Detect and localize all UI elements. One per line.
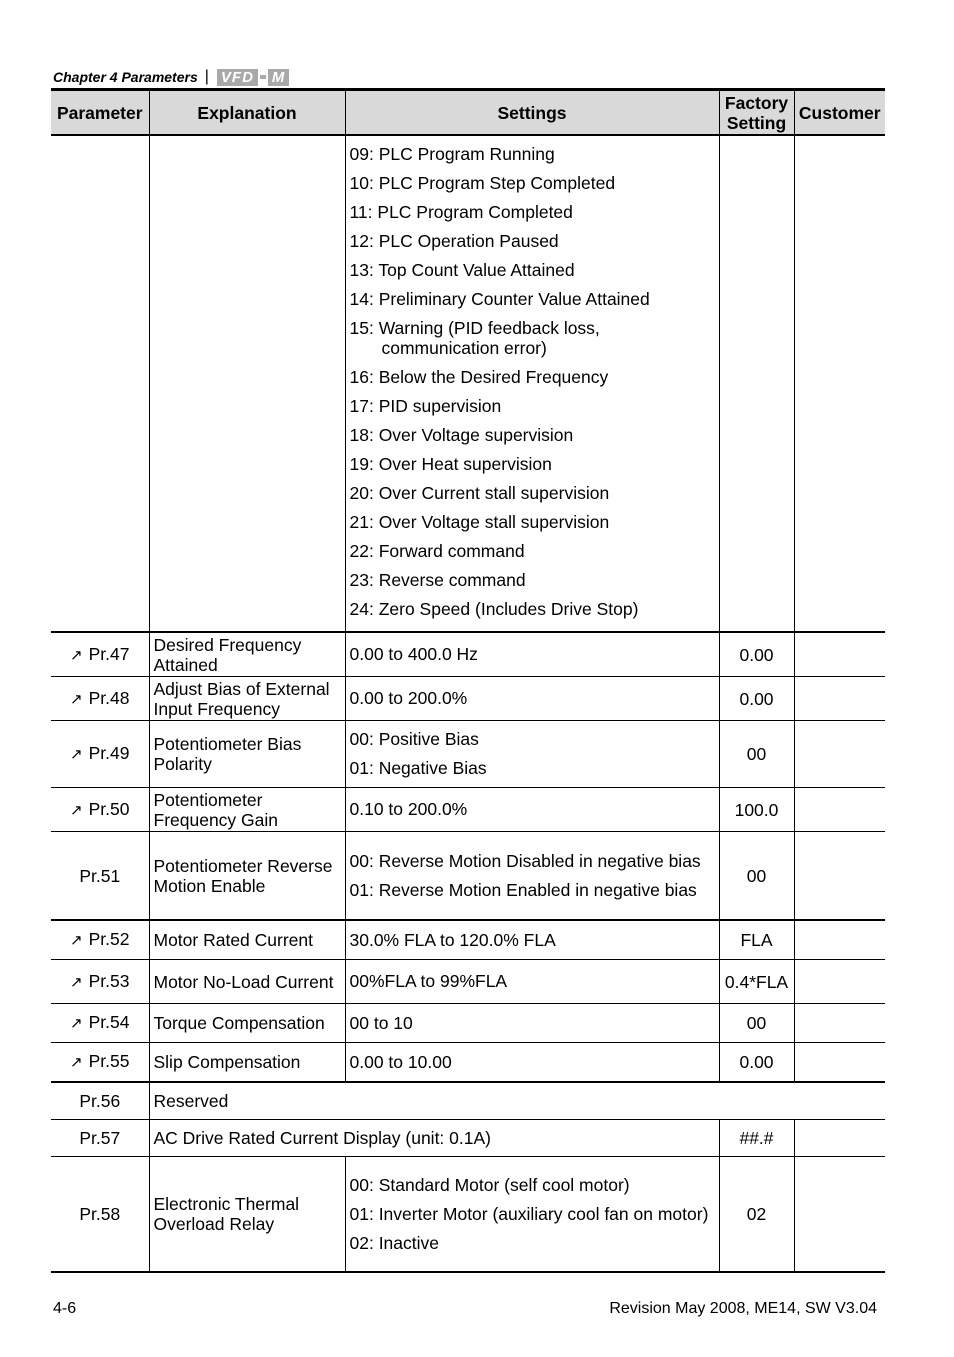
setting-option: 01: Reverse Motion Enabled in negative bias [349,879,697,900]
table-row [51,960,885,1004]
setting-option: 10: PLC Program Step Completed [349,173,616,193]
param-cell [51,135,149,632]
factory-cell: 0.4*FLA [719,960,794,1004]
setting-option: 02: Inactive [349,1232,439,1253]
reserved-cell: Reserved [149,1082,885,1120]
explanation-cell: Torque Compensation [149,1004,345,1043]
table-row [51,1004,885,1043]
param-cell [51,1043,149,1083]
settings-cell [345,1157,719,1273]
customer-cell [794,788,885,832]
param-cell [51,677,149,721]
param-id: Pr.54 [88,1012,130,1032]
setting-option: 00: Reverse Motion Disabled in negative bias [349,850,701,871]
table-header-row [51,90,885,136]
setting-option: 22: Forward command [349,541,525,561]
settings-cell [345,632,719,677]
parameter-table [51,88,885,1273]
setting-option: 19: Over Heat supervision [349,454,552,474]
setting-option: 00 to 10 [349,1012,413,1033]
editable-during-run-icon: ↗ [70,746,83,763]
factory-cell: FLA [719,920,794,960]
col-header-customer: Customer [794,90,885,136]
customer-cell [794,135,885,632]
factory-cell: 0.00 [719,1043,794,1083]
factory-cell: 0.00 [719,677,794,721]
param-id: Pr.51 [79,865,121,886]
setting-option: 0.00 to 200.0% [349,688,468,708]
setting-option: 0.00 to 400.0 Hz [349,644,478,664]
setting-option: 23: Reverse command [349,570,526,590]
setting-option: 24: Zero Speed (Includes Drive Stop) [349,599,639,619]
table-row [51,677,885,721]
table-row [51,920,885,960]
customer-cell [794,960,885,1004]
param-cell [51,960,149,1004]
settings-cell [345,832,719,921]
setting-option: 21: Over Voltage stall supervision [349,512,610,532]
editable-during-run-icon: ↗ [70,1054,83,1071]
setting-option: 14: Preliminary Counter Value Attained [349,289,650,309]
explanation-cell: AC Drive Rated Current Display (unit: 0.1A) [149,1120,719,1157]
setting-option: 18: Over Voltage supervision [349,425,574,445]
factory-cell: 00 [719,721,794,788]
col-header-settings: Settings [345,90,719,136]
customer-cell [794,632,885,677]
setting-option: 17: PID supervision [349,396,502,416]
param-cell [51,920,149,960]
col-header-parameter: Parameter [51,90,149,136]
factory-cell: 0.00 [719,632,794,677]
editable-during-run-icon: ↗ [70,690,83,708]
explanation-cell: Desired Frequency Attained [149,632,345,677]
setting-option: 20: Over Current stall supervision [349,483,610,503]
settings-cell [345,721,719,788]
customer-cell [794,1004,885,1043]
settings-cell [345,960,719,1004]
settings-cell [345,920,719,960]
revision-info: Revision May 2008, ME14, SW V3.04 [609,1300,877,1317]
setting-option: 0.10 to 200.0% [349,799,468,819]
table-row-pr57 [51,1120,885,1157]
setting-option: 16: Below the Desired Frequency [349,367,609,387]
editable-during-run-icon: ↗ [70,1015,83,1032]
settings-cell [345,1004,719,1043]
setting-option: 00: Standard Motor (self cool motor) [349,1174,630,1195]
explanation-cell: Motor No-Load Current [149,960,345,1004]
factory-cell: 00 [719,832,794,921]
table-row [51,788,885,832]
customer-cell [794,1157,885,1273]
setting-option: 13: Top Count Value Attained [349,260,575,280]
table-row-pr56 [51,1082,885,1120]
editable-during-run-icon: ↗ [70,932,83,949]
param-cell [51,721,149,788]
customer-cell [794,721,885,788]
explanation-cell [149,135,345,632]
table-row [51,632,885,677]
col-header-explanation: Explanation [149,90,345,136]
customer-cell [794,1043,885,1083]
logo-m: M [268,69,290,86]
setting-option: 11: PLC Program Completed [349,202,573,222]
setting-option: 15: Warning (PID feedback loss, communication error) [349,318,600,358]
factory-cell [719,135,794,632]
chapter-header [53,67,289,87]
explanation-cell: Potentiometer Reverse Motion Enable [149,832,345,921]
param-id: Pr.47 [88,643,130,664]
param-id: Pr.53 [88,970,130,991]
settings-cell [345,135,719,632]
settings-cell [345,788,719,832]
table-row-pr58 [51,1157,885,1273]
explanation-cell: Electronic Thermal Overload Relay [149,1157,345,1273]
setting-option: 01: Negative Bias [349,758,487,778]
param-cell [51,1004,149,1043]
editable-during-run-icon: ↗ [70,646,83,664]
setting-option: 00%FLA to 99%FLA [349,971,508,991]
setting-option: 30.0% FLA to 120.0% FLA [349,929,556,950]
param-id: Pr.49 [88,743,130,763]
logo-vfd: VFD [217,69,258,86]
param-id: Pr.48 [88,687,130,708]
settings-cell [345,1043,719,1083]
parameter-table-container [51,88,885,1273]
table-row [51,1043,885,1083]
table-row-continued [51,135,885,632]
chapter-title: Chapter 4 Parameters [53,69,198,85]
setting-option: 00: Positive Bias [349,729,479,749]
editable-during-run-icon: ↗ [70,801,83,819]
explanation-cell: Potentiometer Frequency Gain [149,788,345,832]
page-number: 4-6 [53,1300,77,1317]
param-cell [51,832,149,921]
vfd-m-logo [217,69,290,86]
explanation-cell: Motor Rated Current [149,920,345,960]
customer-cell [794,677,885,721]
col-header-factory-setting: Factory Setting [719,90,794,136]
param-id: Pr.50 [88,798,130,819]
setting-option: 12: PLC Operation Paused [349,231,559,251]
logo-dash [260,75,266,79]
explanation-cell: Adjust Bias of External Input Frequency [149,677,345,721]
param-cell [51,788,149,832]
factory-cell: ##.# [719,1120,794,1157]
explanation-cell: Slip Compensation [149,1043,345,1083]
editable-during-run-icon: ↗ [70,973,83,991]
customer-cell [794,832,885,921]
header-separator: | [204,68,209,85]
param-cell [51,632,149,677]
param-id: Pr.55 [88,1051,130,1071]
param-cell: Pr.57 [51,1120,149,1157]
param-cell: Pr.58 [51,1157,149,1273]
setting-option: 0.00 to 10.00 [349,1051,452,1072]
customer-cell [794,920,885,960]
param-cell: Pr.56 [51,1082,149,1120]
setting-option: 09: PLC Program Running [349,144,555,164]
factory-cell: 100.0 [719,788,794,832]
explanation-cell: Potentiometer Bias Polarity [149,721,345,788]
setting-option: 01: Inverter Motor (auxiliary cool fan on motor) [349,1203,709,1224]
table-body [51,135,885,1272]
customer-cell [794,1120,885,1157]
table-row [51,721,885,788]
factory-cell: 00 [719,1004,794,1043]
param-id: Pr.52 [88,929,130,949]
factory-cell: 02 [719,1157,794,1273]
table-row [51,832,885,921]
settings-cell [345,677,719,721]
